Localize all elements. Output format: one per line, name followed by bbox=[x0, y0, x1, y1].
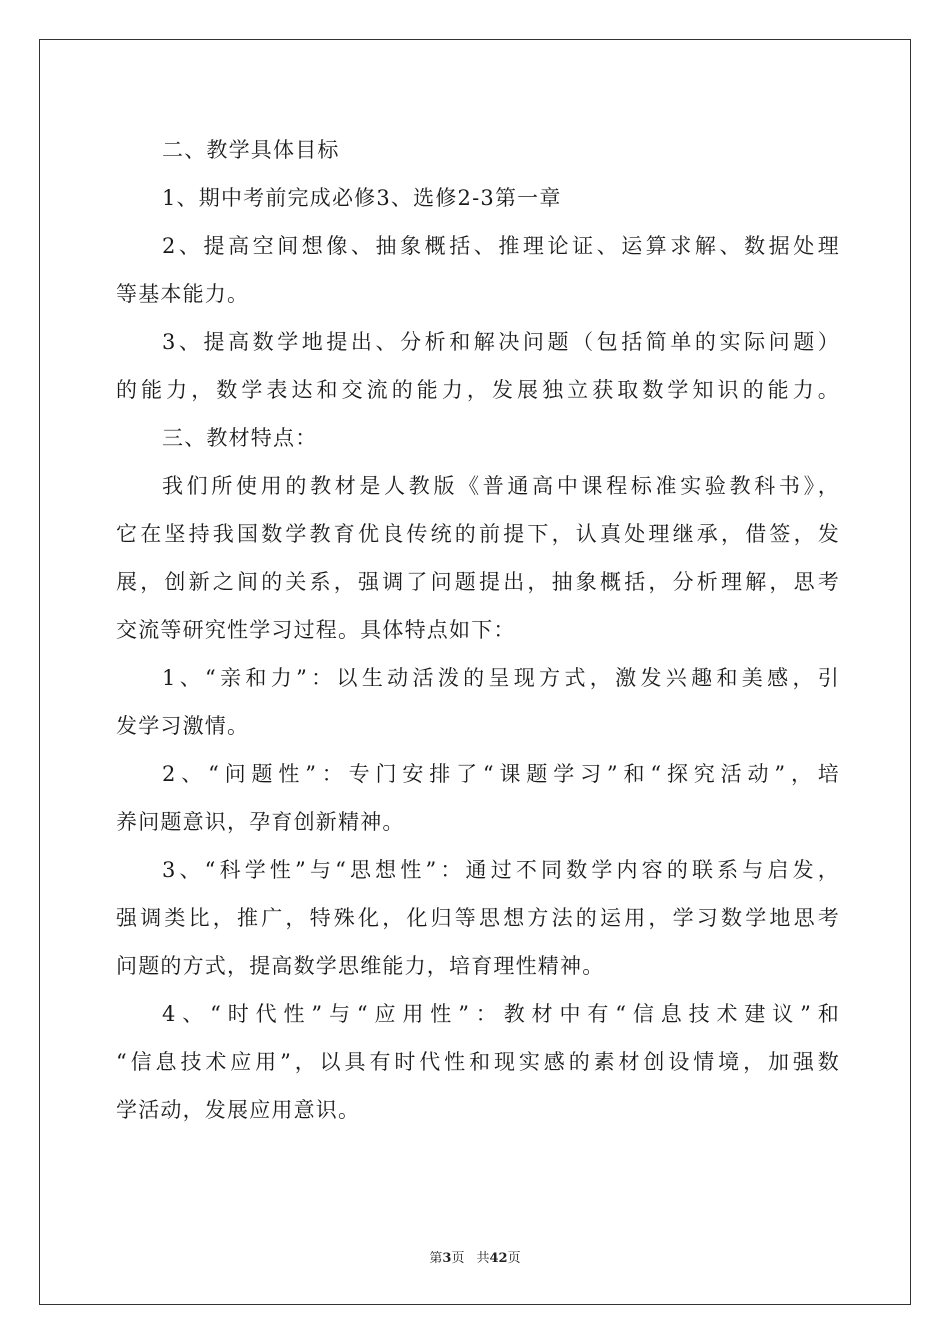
text-line: 4、“时代性”与“应用性”：教材中有“信息技术建议”和 bbox=[162, 1002, 840, 1026]
text-line: “信息技术应用”，以具有时代性和现实感的素材创设情境，加强数 bbox=[116, 1050, 840, 1074]
footer-page-suffix: 页 bbox=[451, 1251, 465, 1266]
text-line: 3、提高数学地提出、分析和解决问题（包括简单的实际问题） bbox=[162, 330, 840, 354]
text-line: 它在坚持我国数学教育优良传统的前提下，认真处理继承，借签，发 bbox=[116, 522, 840, 546]
text-line: 2、提高空间想像、抽象概括、推理论证、运算求解、数据处理 bbox=[162, 234, 840, 258]
text-line: 交流等研究性学习过程。具体特点如下： bbox=[116, 618, 516, 642]
text-line: 强调类比，推广，特殊化，化归等思想方法的运用，学习数学地思考 bbox=[116, 906, 840, 930]
text-line: 学活动，发展应用意识。 bbox=[116, 1098, 361, 1122]
footer-page-number: 3 bbox=[442, 1251, 452, 1266]
page-footer bbox=[0, 1247, 950, 1266]
text-line: 二、教学具体目标 bbox=[162, 138, 340, 162]
text-line: 1、“亲和力”：以生动活泼的呈现方式，激发兴趣和美感，引 bbox=[162, 666, 840, 690]
text-line: 等基本能力。 bbox=[116, 282, 250, 306]
text-line: 展，创新之间的关系，强调了问题提出，抽象概括，分析理解，思考 bbox=[116, 570, 840, 594]
text-line: 2、“问题性”：专门安排了“课题学习”和“探究活动”，培 bbox=[162, 762, 840, 786]
text-line: 1、期中考前完成必修3、选修2-3第一章 bbox=[162, 186, 562, 210]
text-line: 3、“科学性”与“思想性”：通过不同数学内容的联系与启发， bbox=[162, 858, 840, 882]
text-line: 养问题意识，孕育创新精神。 bbox=[116, 810, 405, 834]
document-body bbox=[116, 126, 840, 1134]
text-line: 问题的方式，提高数学思维能力，培育理性精神。 bbox=[116, 954, 605, 978]
footer-total-pages: 42 bbox=[489, 1251, 508, 1266]
text-line: 三、教材特点： bbox=[162, 426, 318, 450]
text-line: 的能力，数学表达和交流的能力，发展独立获取数学知识的能力。 bbox=[116, 378, 840, 402]
text-line: 发学习激情。 bbox=[116, 714, 250, 738]
text-line: 我们所使用的教材是人教版《普通高中课程标准实验教科书》， bbox=[162, 474, 840, 498]
footer-total-prefix: 共 bbox=[476, 1251, 490, 1266]
footer-page-prefix: 第 bbox=[429, 1251, 443, 1266]
footer-total-suffix: 页 bbox=[507, 1251, 521, 1266]
